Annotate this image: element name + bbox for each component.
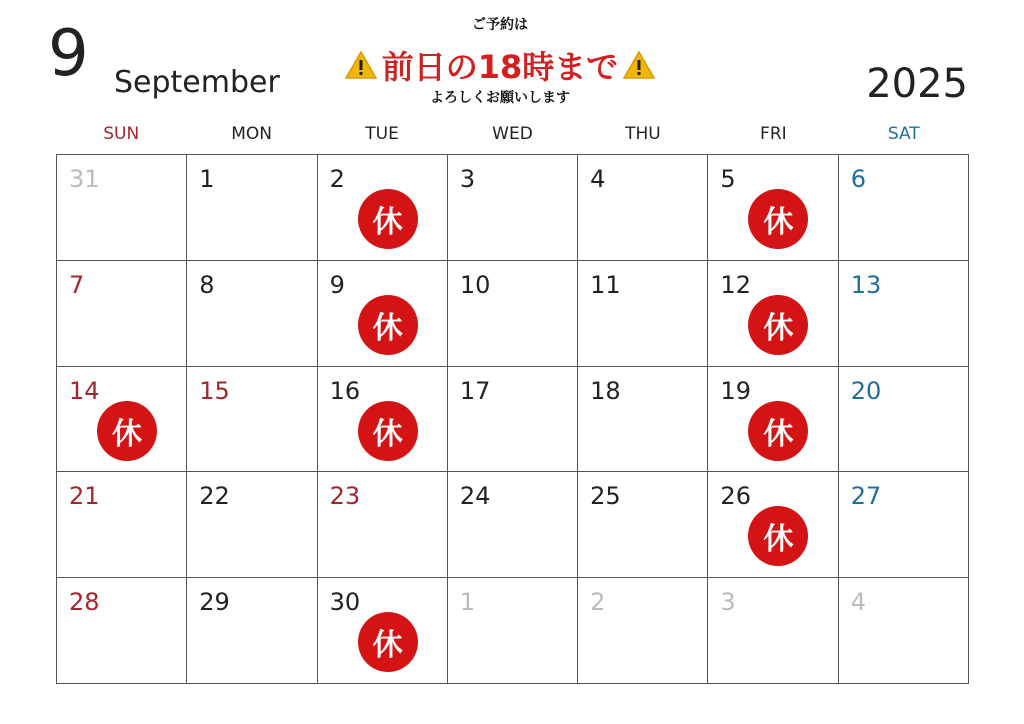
notice-bottom: よろしくお願いします [430,90,570,106]
year: 2025 [866,61,968,107]
calendar-day-cell[interactable] [708,472,838,578]
weekday-label-tue: TUE [365,124,399,144]
day-number: 26 [720,482,751,511]
warning-icon [622,50,656,80]
closed-day-badge: 休 [358,401,418,461]
day-number: 24 [459,482,491,511]
calendar-day-cell[interactable] [839,472,969,578]
calendar-day-cell[interactable] [57,261,187,367]
day-number: 31 [69,165,100,193]
warning-icon [344,50,378,80]
notice-main [330,42,670,88]
day-number: 19 [720,376,751,405]
weekday-label-wed: WED [492,124,533,144]
weekday-label-mon: MON [231,124,273,144]
closed-day-badge: 休 [358,295,418,355]
calendar-day-cell[interactable] [578,472,708,578]
day-number: 28 [69,588,100,617]
calendar-day-cell[interactable] [57,578,187,684]
calendar-day-cell[interactable] [839,367,969,473]
calendar-day-cell[interactable] [448,261,578,367]
calendar-day-cell[interactable] [448,578,578,684]
notice-main-text: 前日の18時まで [381,48,619,86]
day-number: 15 [199,376,230,405]
calendar-day-cell[interactable] [187,367,317,473]
day-number: 20 [850,376,882,405]
day-number: 29 [199,588,230,617]
calendar-day-cell[interactable] [708,367,838,473]
day-number: 12 [720,270,751,299]
day-number: 30 [329,588,361,617]
calendar-day-cell[interactable] [839,261,969,367]
calendar-day-cell[interactable] [318,155,448,261]
calendar-day-cell[interactable] [839,155,969,261]
calendar-day-cell[interactable] [318,261,448,367]
month-name: September [114,65,280,100]
calendar-day-cell[interactable] [57,472,187,578]
day-number: 10 [459,270,491,299]
calendar-day-cell[interactable] [708,578,838,684]
notice-top: ご予約は [472,17,528,33]
calendar-day-cell[interactable] [448,367,578,473]
closed-day-badge: 休 [748,189,808,249]
day-number: 4 [850,588,866,617]
calendar-day-cell[interactable] [57,367,187,473]
day-number: 16 [329,376,361,405]
day-number: 13 [850,270,882,299]
day-number: 8 [199,270,215,299]
day-number: 23 [329,482,361,511]
day-number: 3 [459,165,476,193]
day-number: 9 [329,270,345,299]
calendar-day-cell[interactable] [708,155,838,261]
calendar-grid [56,154,969,684]
day-number: 5 [720,165,736,193]
calendar-day-cell[interactable] [448,155,578,261]
day-number: 22 [199,482,230,511]
day-number: 21 [69,482,100,511]
calendar-day-cell[interactable] [578,578,708,684]
closed-day-badge: 休 [748,295,808,355]
calendar-day-cell[interactable] [578,261,708,367]
closed-day-badge: 休 [748,506,808,566]
weekday-label-fri: FRI [760,124,787,144]
closed-day-badge: 休 [358,612,418,672]
day-number: 2 [329,165,345,193]
weekday-label-thu: THU [625,124,661,144]
day-number: 2 [590,588,606,617]
day-number: 17 [459,376,491,405]
calendar-day-cell[interactable] [187,578,317,684]
calendar-day-cell[interactable] [187,155,317,261]
calendar-day-cell[interactable] [578,367,708,473]
day-number: 6 [850,165,866,193]
calendar-day-cell[interactable] [708,261,838,367]
day-number: 11 [590,270,621,299]
month-number: 9 [48,17,89,91]
day-number: 3 [720,588,736,617]
calendar-day-cell[interactable] [578,155,708,261]
day-number: 18 [590,376,621,405]
day-number: 25 [590,482,621,511]
weekday-label-sat: SAT [887,124,920,144]
day-number: 7 [69,270,85,299]
day-number: 27 [850,482,882,511]
day-number: 1 [199,165,215,193]
closed-day-badge: 休 [358,189,418,249]
calendar-day-cell[interactable] [187,472,317,578]
calendar-day-cell[interactable] [318,472,448,578]
calendar-day-cell[interactable] [318,367,448,473]
closed-day-badge: 休 [748,401,808,461]
calendar-day-cell[interactable] [187,261,317,367]
day-number: 14 [69,376,100,405]
calendar-day-cell[interactable] [318,578,448,684]
calendar-day-cell[interactable] [448,472,578,578]
day-number: 1 [459,588,476,617]
closed-day-badge: 休 [97,401,157,461]
day-number: 4 [590,165,606,193]
calendar-day-cell[interactable] [57,155,187,261]
calendar-day-cell[interactable] [839,578,969,684]
weekday-label-sun: SUN [103,124,140,144]
